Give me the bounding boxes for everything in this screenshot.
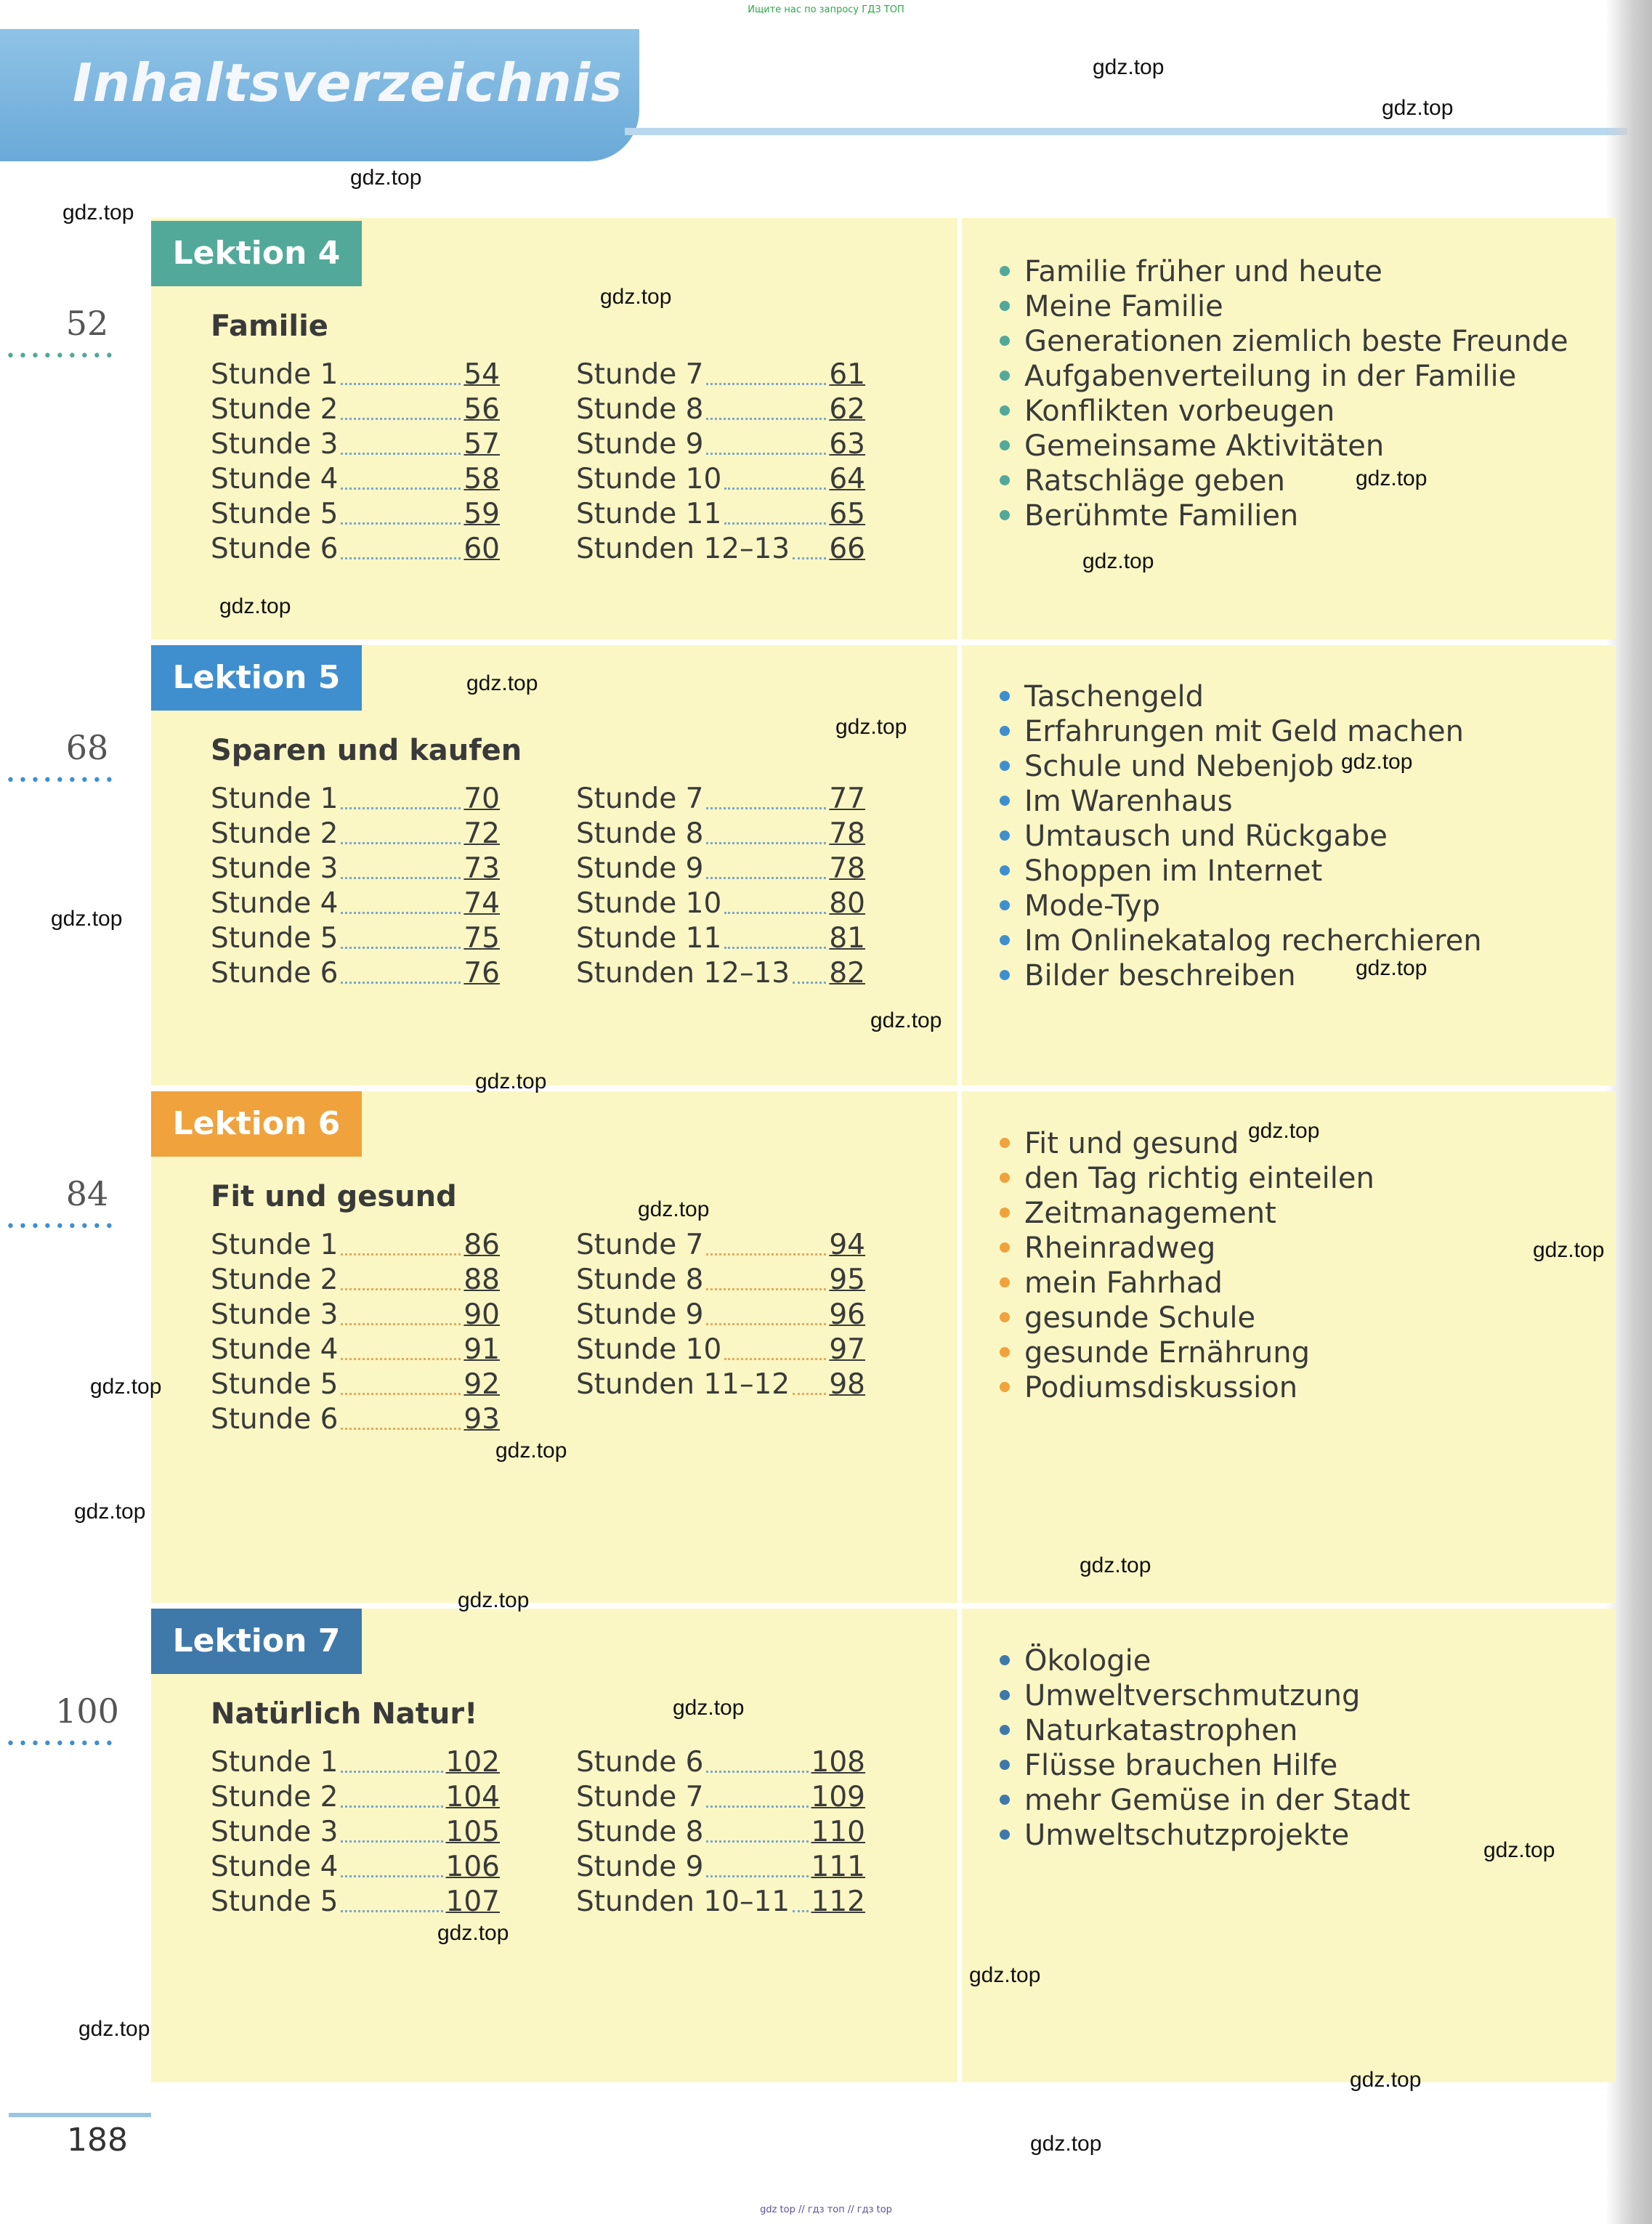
toc-entry[interactable] (211, 1331, 500, 1366)
bullet-icon (1000, 301, 1010, 311)
toc-entry[interactable] (576, 1331, 865, 1366)
toc-entry-label: Stunde 5 (211, 922, 339, 955)
toc-entry[interactable] (576, 391, 865, 426)
topic-item: Rheinradweg (997, 1231, 1592, 1266)
toc-entry[interactable] (576, 1744, 865, 1779)
toc-entry-label: Stunde 1 (211, 358, 339, 391)
toc-entry[interactable] (211, 1883, 500, 1918)
watermark: gdz.top (1093, 55, 1165, 79)
bullet-icon (1000, 1655, 1010, 1665)
bullet-icon (1000, 1138, 1010, 1148)
toc-entry[interactable] (211, 1226, 500, 1261)
topic-item: Naturkatastrophen (997, 1713, 1592, 1748)
header-rule (625, 128, 1627, 135)
watermark: gdz.top (1248, 1119, 1320, 1143)
toc-entry[interactable] (211, 1779, 500, 1813)
toc-entry[interactable] (211, 780, 500, 815)
toc-entry-page: 72 (463, 817, 500, 850)
dot-separator: ••••••••• (6, 1218, 117, 1236)
toc-entry-page: 75 (463, 922, 500, 955)
watermark: gdz.top (437, 1921, 509, 1945)
bullet-icon (1000, 1277, 1010, 1287)
toc-entry[interactable] (211, 1744, 500, 1779)
toc-entry-label: Stunde 1 (211, 1746, 339, 1779)
bullet-icon (1000, 336, 1010, 346)
bullet-icon (1000, 1347, 1010, 1357)
bullet-icon (1000, 1725, 1010, 1735)
topic-item: Zeitmanagement (997, 1196, 1592, 1231)
watermark: gdz.top (835, 715, 907, 739)
toc-entry-label: Stunde 5 (211, 1885, 339, 1918)
toc-entry-page: 91 (463, 1333, 500, 1366)
topic-item: Mode-Typ (997, 889, 1592, 923)
toc-entry-label: Stunde 8 (576, 1816, 704, 1848)
lesson-title: Natürlich Natur! (211, 1697, 478, 1731)
toc-entry-label: Stunden 11–12 (576, 1368, 790, 1401)
toc-entry-label: Stunde 11 (576, 498, 722, 530)
topic-list (997, 679, 1592, 993)
toc-entry-page: 82 (829, 957, 865, 990)
toc-entry[interactable] (211, 1813, 500, 1848)
toc-entry-label: Stunde 5 (211, 498, 339, 530)
toc-entry-label: Stunde 6 (211, 1403, 339, 1436)
watermark: gdz.top (219, 594, 291, 618)
watermark: gdz.top (62, 201, 134, 225)
toc-entry[interactable] (576, 1226, 865, 1261)
toc-entry-page: 108 (811, 1746, 865, 1779)
topic-item: mehr Gemüse in der Stadt (997, 1783, 1592, 1818)
toc-entry-label: Stunde 9 (576, 1298, 704, 1331)
bullet-icon (1000, 830, 1010, 841)
topic-list (997, 254, 1592, 533)
lesson-title: Sparen und kaufen (211, 734, 522, 767)
toc-entry-label: Stunde 4 (211, 1851, 339, 1883)
topic-item: Umweltverschmutzung (997, 1678, 1592, 1713)
lesson-start-page: 68 (65, 728, 109, 767)
watermark: gdz.top (350, 166, 422, 190)
toc-entry[interactable] (576, 530, 865, 565)
toc-entry-page: 98 (829, 1368, 865, 1401)
toc-entry-label: Stunde 7 (576, 783, 704, 815)
toc-entry-label: Stunde 3 (211, 852, 339, 885)
lesson-start-page: 52 (65, 304, 109, 343)
bullet-icon (1000, 475, 1010, 485)
topic-item: gesunde Schule (997, 1301, 1592, 1335)
toc-entry-page: 62 (829, 393, 865, 426)
toc-entry-page: 107 (445, 1885, 500, 1918)
toc-entry-page: 66 (829, 533, 865, 565)
bullet-icon (1000, 726, 1010, 736)
toc-entry-label: Stunde 6 (211, 957, 339, 990)
lesson-start-page: 100 (55, 1691, 119, 1731)
bullet-icon (1000, 935, 1010, 945)
toc-entry[interactable] (211, 461, 500, 496)
toc-entry[interactable] (576, 920, 865, 955)
toc-entry-label: Stunde 9 (576, 1851, 704, 1883)
topic-item: den Tag richtig einteilen (997, 1161, 1592, 1196)
watermark: gdz.top (1030, 2132, 1102, 2156)
toc-entry-page: 90 (463, 1298, 500, 1331)
toc-entry-label: Stunde 2 (211, 1263, 339, 1296)
bullet-icon (1000, 1382, 1010, 1392)
toc-entry[interactable] (576, 426, 865, 461)
footer-rule (9, 2113, 151, 2117)
bullet-icon (1000, 1760, 1010, 1770)
toc-entry-label: Stunde 10 (576, 887, 722, 920)
bottom-note: gdz top // гдз топ // гдз top (760, 2204, 892, 2215)
toc-entry[interactable] (576, 1813, 865, 1848)
watermark: gdz.top (74, 1500, 146, 1524)
toc-entry-label: Stunde 2 (211, 817, 339, 850)
toc-entry-page: 57 (463, 428, 500, 461)
lesson-start-page: 84 (65, 1174, 109, 1213)
toc-entry-label: Stunde 4 (211, 463, 339, 496)
toc-entry-label: Stunde 4 (211, 1333, 339, 1366)
watermark: gdz.top (1341, 750, 1413, 774)
toc-entry[interactable] (211, 391, 500, 426)
bullet-icon (1000, 691, 1010, 701)
toc-entry-page: 95 (829, 1263, 865, 1296)
toc-entry-page: 54 (463, 358, 500, 391)
toc-entry-label: Stunde 6 (211, 533, 339, 565)
toc-entry-page: 61 (829, 358, 865, 391)
bullet-icon (1000, 761, 1010, 771)
toc-entry-label: Stunde 1 (211, 783, 339, 815)
toc-entry-label: Stunde 5 (211, 1368, 339, 1401)
watermark: gdz.top (969, 1963, 1041, 1987)
toc-entry-label: Stunde 11 (576, 922, 722, 955)
watermark: gdz.top (673, 1696, 745, 1720)
watermark: gdz.top (600, 285, 672, 309)
topic-item: Meine Familie (997, 289, 1592, 324)
toc-entry-page: 94 (829, 1229, 865, 1261)
topic-item: Im Onlinekatalog recherchieren (997, 923, 1592, 958)
watermark: gdz.top (78, 2017, 150, 2041)
toc-entry-label: Stunde 8 (576, 817, 704, 850)
toc-entry-label: Stunden 12–13 (576, 957, 790, 990)
topic-item: gesunde Ernährung (997, 1335, 1592, 1370)
toc-entry[interactable] (211, 815, 500, 850)
toc-entry[interactable] (211, 850, 500, 885)
toc-entry-page: 105 (445, 1816, 500, 1848)
bullet-icon (1000, 1208, 1010, 1218)
toc-entry[interactable] (576, 815, 865, 850)
topic-item: Gemeinsame Aktivitäten (997, 429, 1592, 464)
dot-separator: ••••••••• (6, 1735, 117, 1753)
topic-list (997, 1643, 1592, 1853)
topic-item: Generationen ziemlich beste Freunde (997, 324, 1592, 359)
lesson-tab: Lektion 6 (151, 1091, 362, 1157)
toc-entry-page: 58 (463, 463, 500, 496)
toc-entry[interactable] (576, 496, 865, 530)
topic-item: Umweltschutzprojekte (997, 1818, 1592, 1853)
toc-entry-label: Stunde 10 (576, 463, 722, 496)
bullet-icon (1000, 1829, 1010, 1840)
topic-item: Im Warenhaus (997, 784, 1592, 819)
toc-entry-label: Stunde 9 (576, 852, 704, 885)
watermark: gdz.top (475, 1069, 547, 1093)
bullet-icon (1000, 440, 1010, 450)
toc-entry[interactable] (211, 1366, 500, 1401)
watermark: gdz.top (1533, 1238, 1605, 1262)
bullet-icon (1000, 900, 1010, 910)
toc-entry-page: 81 (829, 922, 865, 955)
top-note: Ищите нас по запросу ГДЗ ТОП (748, 4, 904, 15)
topic-item: Aufgabenverteilung in der Familie (997, 359, 1592, 394)
topic-item: Ratschläge geben (997, 464, 1592, 498)
toc-entry[interactable] (211, 530, 500, 565)
topic-item: Familie früher und heute (997, 254, 1592, 289)
toc-entry-page: 96 (829, 1298, 865, 1331)
bullet-icon (1000, 865, 1010, 876)
toc-entry-label: Stunde 2 (211, 1781, 339, 1813)
toc-entry-page: 63 (829, 428, 865, 461)
topic-item: Shoppen im Internet (997, 854, 1592, 889)
watermark: gdz.top (495, 1439, 567, 1463)
toc-entry[interactable] (211, 1401, 500, 1436)
lesson-title: Familie (211, 310, 328, 343)
watermark: gdz.top (90, 1375, 162, 1399)
page-title: Inhaltsverzeichnis (73, 52, 623, 113)
bullet-icon (1000, 510, 1010, 520)
toc-entry[interactable] (211, 426, 500, 461)
toc-entry-page: 70 (463, 783, 500, 815)
toc-entry[interactable] (576, 356, 865, 391)
dot-separator: ••••••••• (6, 772, 117, 790)
toc-entry[interactable] (211, 356, 500, 391)
watermark: gdz.top (1483, 1838, 1555, 1862)
toc-entry[interactable] (576, 885, 865, 920)
topic-item: mein Fahrhad (997, 1266, 1592, 1301)
toc-entry[interactable] (576, 1296, 865, 1331)
toc-entry-page: 56 (463, 393, 500, 426)
toc-entry[interactable] (211, 955, 500, 990)
watermark: gdz.top (466, 671, 538, 695)
toc-entry[interactable] (211, 920, 500, 955)
toc-entry-label: Stunde 3 (211, 1816, 339, 1848)
toc-entry-page: 109 (811, 1781, 865, 1813)
watermark: gdz.top (1356, 956, 1428, 980)
toc-entry-label: Stunde 3 (211, 1298, 339, 1331)
toc-entry-page: 76 (463, 957, 500, 990)
toc-entry-page: 106 (445, 1851, 500, 1883)
toc-entry-label: Stunde 3 (211, 428, 339, 461)
bullet-icon (1000, 1173, 1010, 1183)
watermark: gdz.top (1080, 1553, 1151, 1577)
toc-entry-page: 112 (811, 1885, 865, 1918)
lesson-tab: Lektion 4 (151, 221, 362, 286)
topic-list (997, 1126, 1592, 1405)
bullet-icon (1000, 1690, 1010, 1700)
lesson-title: Fit und gesund (211, 1180, 457, 1213)
toc-entry[interactable] (211, 1848, 500, 1883)
toc-entry[interactable] (576, 1848, 865, 1883)
toc-entry-page: 60 (463, 533, 500, 565)
toc-entry-page: 78 (829, 852, 865, 885)
toc-entry-label: Stunde 9 (576, 428, 704, 461)
toc-entry-page: 59 (463, 498, 500, 530)
toc-entry-label: Stunden 12–13 (576, 533, 790, 565)
watermark: gdz.top (51, 907, 123, 931)
topic-item: Ökologie (997, 1643, 1592, 1678)
bullet-icon (1000, 405, 1010, 416)
toc-entry-label: Stunde 7 (576, 1229, 704, 1261)
toc-entry-label: Stunde 4 (211, 887, 339, 920)
topic-item: Podiumsdiskussion (997, 1370, 1592, 1405)
toc-entry-label: Stunde 7 (576, 1781, 704, 1813)
toc-entry-page: 111 (811, 1851, 865, 1883)
page-number: 188 (67, 2122, 128, 2159)
watermark: gdz.top (458, 1588, 530, 1612)
watermark: gdz.top (1082, 549, 1154, 573)
toc-entry-page: 64 (829, 463, 865, 496)
watermark: gdz.top (1356, 466, 1428, 490)
watermark: gdz.top (638, 1197, 710, 1221)
toc-entry-label: Stunde 10 (576, 1333, 722, 1366)
toc-entry-page: 102 (445, 1746, 500, 1779)
toc-entry[interactable] (576, 1366, 865, 1401)
toc-entry-page: 104 (445, 1781, 500, 1813)
topic-item: Bilder beschreiben (997, 958, 1592, 993)
toc-entry-label: Stunden 10–11 (576, 1885, 790, 1918)
toc-entry-page: 93 (463, 1403, 500, 1436)
toc-entry-page: 88 (463, 1263, 500, 1296)
toc-entry-label: Stunde 1 (211, 1229, 339, 1261)
topic-item: Schule und Nebenjob (997, 749, 1592, 784)
topic-item: Konflikten vorbeugen (997, 394, 1592, 429)
toc-entry-page: 73 (463, 852, 500, 885)
toc-entry-page: 65 (829, 498, 865, 530)
toc-entry[interactable] (576, 1261, 865, 1296)
watermark: gdz.top (1382, 96, 1454, 120)
bullet-icon (1000, 266, 1010, 276)
toc-entry-label: Stunde 7 (576, 358, 704, 391)
toc-entry-page: 97 (829, 1333, 865, 1366)
toc-entry[interactable] (211, 1296, 500, 1331)
topic-item: Fit und gesund (997, 1126, 1592, 1161)
toc-entry[interactable] (576, 850, 865, 885)
toc-entry[interactable] (211, 885, 500, 920)
toc-entry[interactable] (576, 1779, 865, 1813)
watermark: gdz.top (870, 1008, 942, 1032)
toc-entry-page: 86 (463, 1229, 500, 1261)
toc-entry[interactable] (576, 1883, 865, 1918)
toc-entry[interactable] (211, 1261, 500, 1296)
bullet-icon (1000, 1242, 1010, 1253)
bullet-icon (1000, 796, 1010, 806)
topic-item: Erfahrungen mit Geld machen (997, 714, 1592, 749)
toc-entry[interactable] (211, 496, 500, 530)
toc-entry-label: Stunde 8 (576, 393, 704, 426)
topic-item: Umtausch und Rückgabe (997, 819, 1592, 854)
lesson-tab: Lektion 5 (151, 645, 362, 711)
bullet-icon (1000, 1795, 1010, 1805)
dot-separator: ••••••••• (6, 347, 117, 365)
toc-entry-page: 74 (463, 887, 500, 920)
topic-item: Berühmte Familien (997, 498, 1592, 533)
toc-entry-label: Stunde 6 (576, 1746, 704, 1779)
watermark: gdz.top (1350, 2068, 1422, 2092)
toc-entry-page: 80 (829, 887, 865, 920)
topic-item: Taschengeld (997, 679, 1592, 714)
toc-entry-label: Stunde 8 (576, 1263, 704, 1296)
bullet-icon (1000, 1312, 1010, 1322)
bullet-icon (1000, 371, 1010, 381)
topic-item: Flüsse brauchen Hilfe (997, 1748, 1592, 1783)
toc-entry[interactable] (576, 461, 865, 496)
toc-entry-label: Stunde 2 (211, 393, 339, 426)
toc-entry-page: 78 (829, 817, 865, 850)
toc-entry[interactable] (576, 780, 865, 815)
toc-entry-page: 110 (811, 1816, 865, 1848)
lesson-tab: Lektion 7 (151, 1609, 362, 1674)
toc-entry-page: 77 (829, 783, 865, 815)
bullet-icon (1000, 970, 1010, 980)
toc-entry[interactable] (576, 955, 865, 990)
toc-entry-page: 92 (463, 1368, 500, 1401)
